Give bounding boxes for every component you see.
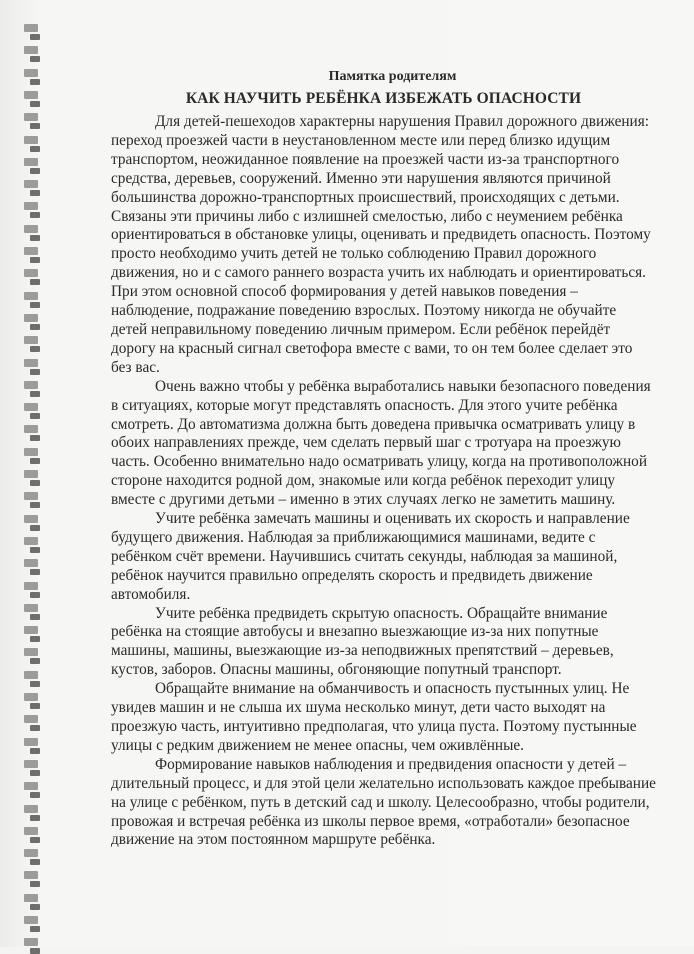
- binding-hole: [30, 146, 40, 152]
- binding-hole: [30, 614, 40, 620]
- binding-hole: [30, 123, 40, 129]
- binding-hole: [30, 56, 40, 62]
- binding-ring: [24, 805, 38, 813]
- binding-hole: [30, 458, 40, 464]
- binding-ring: [24, 158, 38, 166]
- binding-hole: [30, 881, 40, 887]
- binding-ring: [24, 359, 38, 367]
- binding-hole: [30, 413, 40, 419]
- binding-ring: [24, 492, 38, 500]
- binding-hole: [30, 346, 40, 352]
- binding-hole: [30, 101, 40, 107]
- binding-hole: [30, 792, 40, 798]
- binding-hole: [30, 324, 40, 330]
- binding-ring: [24, 559, 38, 567]
- binding-hole: [30, 547, 40, 553]
- binding-ring: [24, 247, 38, 255]
- document-title: КАК НАУЧИТЬ РЕБЁНКА ИЗБЕЖАТЬ ОПАСНОСТИ: [185, 90, 582, 107]
- binding-ring: [24, 693, 38, 701]
- binding-ring: [24, 24, 38, 32]
- binding-hole: [30, 168, 40, 174]
- binding-ring: [24, 113, 38, 121]
- binding-ring: [24, 403, 38, 411]
- binding-hole: [30, 815, 40, 821]
- binding-hole: [30, 948, 40, 954]
- binding-hole: [30, 235, 40, 241]
- memo-heading: Памятка родителям: [328, 69, 457, 84]
- binding-ring: [24, 515, 38, 523]
- binding-ring: [24, 715, 38, 723]
- binding-hole: [30, 502, 40, 508]
- binding-ring: [24, 269, 38, 277]
- binding-hole: [30, 391, 40, 397]
- binding-hole: [30, 435, 40, 441]
- binding-hole: [30, 369, 40, 375]
- binding-ring: [24, 202, 38, 210]
- binding-ring: [24, 470, 38, 478]
- binding-ring: [24, 827, 38, 835]
- paragraph: Очень важно чтобы у ребёнка выработались навыки безопасного поведения в ситуациях, которые могут представлять опасность. Для этого учите ребёнка смотреть. До автоматизма должна быть доведена привычка осматривать улицу в обоих направлениях прежде, чем сделать первый шаг с тротуара на проезжую часть. Особенно внимательно надо осматривать улицу, когда на противоположной стороне находится родной дом, знакомые или когда ребёнок переходит улицу вместе с другими детьми – именно в этих случаях легко не заметить машину.: [111, 377, 651, 509]
- binding-hole: [30, 658, 40, 664]
- binding-hole: [30, 636, 40, 642]
- binding-hole: [30, 302, 40, 308]
- binding-hole: [30, 725, 40, 731]
- binding-hole: [30, 190, 40, 196]
- paragraph: Для детей-пешеходов характерны нарушения Правил дорожного движения: переход проезжей части в неустановленном месте или перед близко идущим транспортом, неожиданное появление на проезжей части из-за транспортного средства, деревьев, сооружений. Именно эти нарушения являются причиной большинства дорожно-транспортных происшествий, происходящих с детьми. Связаны эти причины либо с излишней смелостью, либо с неумением ребёнка ориентироваться в обстановке улицы, оценивать и предвидеть опасность. Поэтому просто необходимо учить детей не только соблюдению Правил дорожного движения, но и с самого раннего возраста учить их наблюдать и ориентироваться. При этом основной способ формирования у детей навыков поведения – наблюдение, подражание поведению взрослых. Поэтому никогда не обучайте детей неправильному поведению личным примером. Если ребёнок перейдёт дорогу на красный сигнал светофора вместе с вами, то он тем более сделает это без вас.: [111, 113, 651, 376]
- binding-ring: [24, 938, 38, 946]
- binding-ring: [24, 916, 38, 924]
- binding-hole: [30, 926, 40, 932]
- binding-hole: [30, 770, 40, 776]
- binding-ring: [24, 381, 38, 389]
- binding-ring: [24, 648, 38, 656]
- document-text: [111, 113, 656, 850]
- binding-hole: [30, 904, 40, 910]
- binding-hole: [30, 592, 40, 598]
- binding-ring: [24, 314, 38, 322]
- binding-ring: [24, 582, 38, 590]
- binding-ring: [24, 871, 38, 879]
- binding-ring: [24, 671, 38, 679]
- binding-hole: [30, 212, 40, 218]
- binding-ring: [24, 91, 38, 99]
- binding-hole: [30, 279, 40, 285]
- binding-hole: [30, 569, 40, 575]
- binding-ring: [24, 336, 38, 344]
- binding-hole: [30, 748, 40, 754]
- binding-ring: [24, 626, 38, 634]
- binding-ring: [24, 69, 38, 77]
- binding-hole: [30, 859, 40, 865]
- binding-hole: [30, 257, 40, 263]
- binding-ring: [24, 782, 38, 790]
- binding-ring: [24, 849, 38, 857]
- spiral-binding: [0, 0, 40, 947]
- binding-ring: [24, 604, 38, 612]
- binding-ring: [24, 448, 38, 456]
- binding-ring: [24, 894, 38, 902]
- binding-ring: [24, 292, 38, 300]
- binding-hole: [30, 79, 40, 85]
- document-body: [111, 68, 656, 850]
- binding-hole: [30, 34, 40, 40]
- binding-hole: [30, 525, 40, 531]
- binding-ring: [24, 136, 38, 144]
- binding-hole: [30, 837, 40, 843]
- binding-ring: [24, 46, 38, 54]
- paragraph: Учите ребёнка предвидеть скрытую опасность. Обращайте внимание ребёнка на стоящие автобусы и внезапно выезжающие из-за них попутные машины, машины, выезжающие из-за неподвижных препятствий – деревьев, кустов, заборов. Опасны машины, обгоняющие попутный транспорт.: [111, 604, 614, 679]
- binding-ring: [24, 537, 38, 545]
- paragraph: Учите ребёнка замечать машины и оценивать их скорость и направление будущего движения. Наблюдая за приближающимися машинами, ведите с ребёнком счёт времени. Научившись считать секунды, наблюдая за машиной, ребёнок научится правильно определять скорость и предвидеть движение автомобиля.: [111, 510, 630, 603]
- binding-ring: [24, 760, 38, 768]
- paragraph: Обращайте внимание на обманчивость и опасность пустынных улиц. Не увидев машин и не слыша их шума несколько минут, дети часто выходят на проезжую часть, интуитивно предполагая, что улица пуста. Поэтому пустынные улицы с редким движением не менее опасны, чем оживлённые.: [111, 680, 637, 754]
- binding-hole: [30, 480, 40, 486]
- binding-ring: [24, 225, 38, 233]
- binding-ring: [24, 738, 38, 746]
- paragraph: Формирование навыков наблюдения и предвидения опасности у детей – длительный процесс, и для этой цели желательно использовать каждое пребывание на улице с ребёнком, путь в детский сад и школу. Целесообразно, чтобы родители, провожая и встречая ребёнка из школы первое время, «отработали» безопасное движение на этом постоянном маршруте ребёнка.: [111, 755, 656, 849]
- binding-hole: [30, 703, 40, 709]
- binding-ring: [24, 425, 38, 433]
- binding-hole: [30, 681, 40, 687]
- binding-ring: [24, 180, 38, 188]
